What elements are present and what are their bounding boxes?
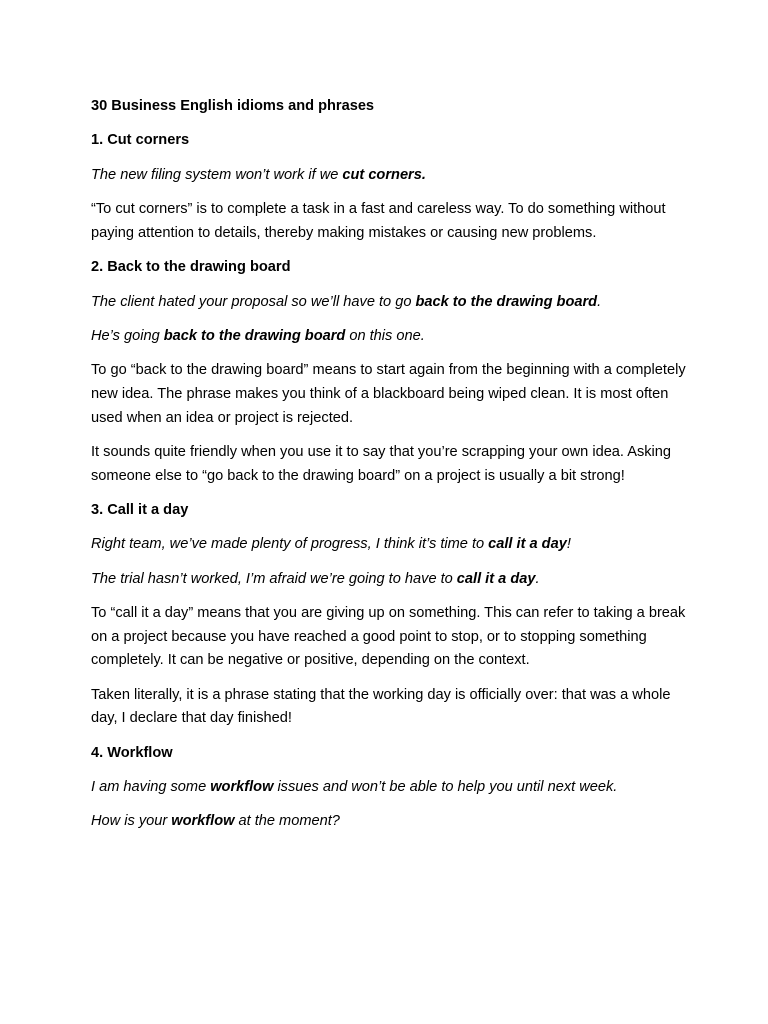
idiom-highlight: call it a day <box>456 570 536 587</box>
example-text: on this one. <box>349 327 425 344</box>
example-text: issues and won’t be able to help you until next week. <box>277 779 618 796</box>
example-text: How is your <box>91 813 168 830</box>
idiom-highlight: back to the drawing board <box>163 327 346 344</box>
example-text: The client hated your proposal so we’ll have to go <box>91 293 412 310</box>
idiom-highlight: workflow <box>210 779 274 796</box>
idiom-highlight: workflow <box>171 813 235 830</box>
explanation-paragraph: To go “back to the drawing board” means to start again from the beginning with a completely new idea. The phrase makes you think of a blackboard being wiped clean. It is most often used when an idea or project is rejected. <box>91 362 686 426</box>
idiom-highlight: back to the drawing board <box>415 293 598 310</box>
example-text: at the moment? <box>238 813 340 830</box>
example-text: He’s going <box>91 327 160 344</box>
example-text: . <box>597 293 602 310</box>
example-sentence <box>91 325 691 349</box>
example-sentence <box>91 533 691 557</box>
section-heading-back-to-the-drawing-board: 2. Back to the drawing board <box>91 259 291 276</box>
example-text: The trial hasn’t worked, I’m afraid we’re going to have to <box>91 570 453 587</box>
section-heading-cut-corners: 1. Cut corners <box>91 132 190 149</box>
explanation-paragraph: To “call it a day” means that you are giving up on something. This can refer to taking a break on a project because you have reached a good point to stop, or to stopping something completely. It can be negative or positive, depending on the context. <box>91 605 686 669</box>
idiom-highlight: call it a day <box>488 536 567 553</box>
section-heading-workflow: 4. Workflow <box>91 744 173 761</box>
example-sentence <box>91 776 691 800</box>
idiom-highlight: cut corners. <box>342 166 426 183</box>
document-page <box>91 95 691 845</box>
example-text: The new filing system won’t work if we <box>91 166 339 183</box>
example-text: . <box>535 570 540 587</box>
example-sentence <box>91 810 691 834</box>
example-text: Right team, we’ve made plenty of progress, I think it’s time to <box>91 536 485 553</box>
example-sentence <box>91 164 691 188</box>
example-text: I am having some <box>91 779 207 796</box>
section-heading-call-it-a-day: 3. Call it a day <box>91 501 189 518</box>
example-sentence <box>91 291 691 315</box>
document-title: 30 Business English idioms and phrases <box>91 98 375 114</box>
example-text: ! <box>566 536 571 553</box>
explanation-paragraph: Taken literally, it is a phrase stating that the working day is officially over: that was a whole day, I declare that day finished! <box>91 686 671 727</box>
explanation-paragraph: “To cut corners” is to complete a task in a fast and careless way. To do something without paying attention to details, thereby making mistakes or causing new problems. <box>91 201 666 241</box>
example-sentence <box>91 568 691 592</box>
explanation-paragraph: It sounds quite friendly when you use it to say that you’re scrapping your own idea. Asking someone else to “go back to the drawing board” on a project is usually a bit strong! <box>91 443 672 484</box>
